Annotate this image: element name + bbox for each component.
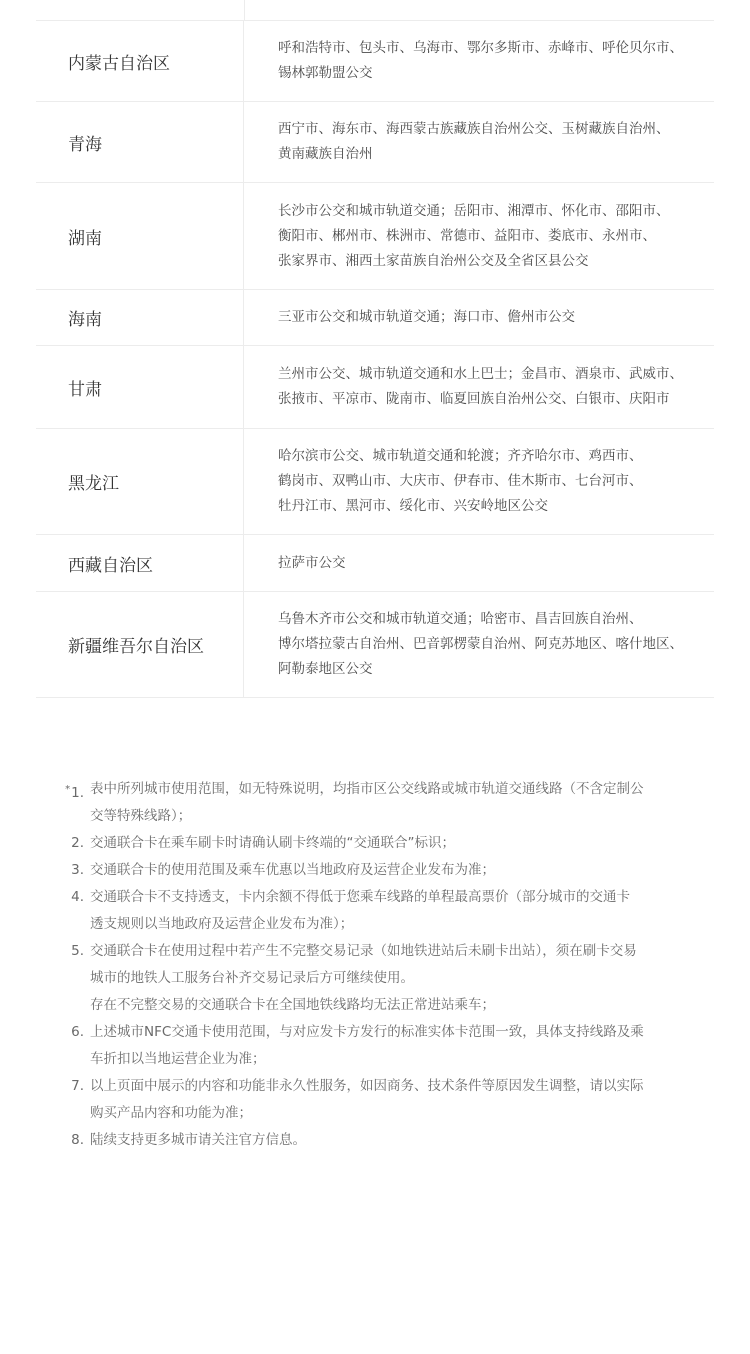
table-row — [36, 102, 714, 183]
footnote-text: 上述城市NFC交通卡使用范围，与对应发卡方发行的标准实体卡范围一致，具体支持线路及乘 车折扣以当地运营企业为准； — [90, 1024, 644, 1067]
footnote-number: 4. — [71, 889, 84, 905]
footnote-text: 表中所列城市使用范围，如无特殊说明，均指市区公交线路或城市轨道交通线路（不含定制公 交等特殊线路）； — [90, 781, 644, 824]
footnote-item — [62, 857, 712, 884]
table-row — [36, 290, 714, 346]
footnote-star: * — [65, 784, 71, 795]
region-cities: 长沙市公交和城市轨道交通；岳阳市、湘潭市、怀化市、邵阳市、 衡阳市、郴州市、株洲市、常德市、益阳市、娄底市、永州市、 张家界市、湘西土家苗族自治州公交及全省区县公交 — [278, 202, 670, 269]
region-cities: 拉萨市公交 — [278, 554, 346, 571]
footnote-text: 交通联合卡在乘车刷卡时请确认刷卡终端的“交通联合”标识； — [90, 835, 455, 851]
footnote-item — [62, 1073, 712, 1127]
footnote-number: 2. — [71, 835, 84, 851]
footnote-item — [62, 884, 712, 938]
footnote-item — [62, 776, 712, 830]
footnote-item — [62, 1127, 712, 1154]
footnote-number: 5. — [71, 943, 84, 959]
table-row — [36, 535, 714, 592]
footnote-text: 交通联合卡不支持透支，卡内余额不得低于您乘车线路的单程最高票价（部分城市的交通卡 透支规则以当地政府及运营企业发布为准）； — [90, 889, 630, 932]
table-row — [36, 592, 714, 698]
footnote-item — [62, 938, 712, 1019]
table-row — [36, 183, 714, 290]
region-cities: 西宁市、海东市、海西蒙古族藏族自治州公交、玉树藏族自治州、 黄南藏族自治州 — [278, 121, 670, 162]
footnote-text: 交通联合卡在使用过程中若产生不完整交易记录（如地铁进站后未刷卡出站），须在刷卡交易 城市的地铁人工服务台补齐交易记录后方可继续使用。 存在不完整交易的交通联合卡在全国地铁线路均无法正常进站乘车； — [90, 943, 637, 1013]
table-row — [36, 429, 714, 535]
footnote-item — [62, 1019, 712, 1073]
footnote-number: 3. — [71, 862, 84, 878]
footnotes — [62, 776, 712, 1154]
footnote-number: 8. — [71, 1132, 84, 1148]
region-cities: 呼和浩特市、包头市、乌海市、鄂尔多斯市、赤峰市、呼伦贝尔市、 锡林郭勒盟公交 — [278, 40, 683, 81]
region-name: 青海 — [36, 102, 244, 182]
footnote-number-text: 1. — [71, 785, 84, 801]
table-top-stub — [36, 0, 714, 21]
region-name: 西藏自治区 — [36, 535, 244, 591]
footnote-number: 7. — [71, 1078, 84, 1094]
region-name: 黑龙江 — [36, 429, 244, 534]
region-name: 内蒙古自治区 — [36, 21, 244, 101]
footnote-number — [62, 776, 90, 830]
footnote-text: 以上页面中展示的内容和功能非永久性服务，如因商务、技术条件等原因发生调整，请以实际 购买产品内容和功能为准； — [90, 1078, 644, 1121]
region-name: 湖南 — [36, 183, 244, 289]
footnote-number: 6. — [71, 1024, 84, 1040]
footnote-text: 陆续支持更多城市请关注官方信息。 — [90, 1132, 306, 1148]
region-cities: 兰州市公交、城市轨道交通和水上巴士；金昌市、酒泉市、武威市、 张掖市、平凉市、陇南市、临夏回族自治州公交、白银市、庆阳市 — [278, 366, 683, 407]
footnote-text: 交通联合卡的使用范围及乘车优惠以当地政府及运营企业发布为准； — [90, 862, 495, 878]
region-cities: 三亚市公交和城市轨道交通；海口市、儋州市公交 — [278, 309, 575, 325]
region-name: 甘肃 — [36, 346, 244, 428]
table-row — [36, 21, 714, 102]
region-cities: 哈尔滨市公交、城市轨道交通和轮渡；齐齐哈尔市、鸡西市、 鹤岗市、双鸭山市、大庆市、伊春市、佳木斯市、七台河市、 牡丹江市、黑河市、绥化市、兴安岭地区公交 — [278, 448, 643, 514]
table-row — [36, 346, 714, 429]
footnote-item — [62, 830, 712, 857]
region-name: 新疆维吾尔自治区 — [36, 592, 244, 697]
region-name: 海南 — [36, 290, 244, 345]
city-coverage-table — [36, 0, 714, 698]
region-cities: 乌鲁木齐市公交和城市轨道交通；哈密市、昌吉回族自治州、 博尔塔拉蒙古自治州、巴音郭楞蒙自治州、阿克苏地区、喀什地区、 阿勒泰地区公交 — [278, 611, 683, 677]
